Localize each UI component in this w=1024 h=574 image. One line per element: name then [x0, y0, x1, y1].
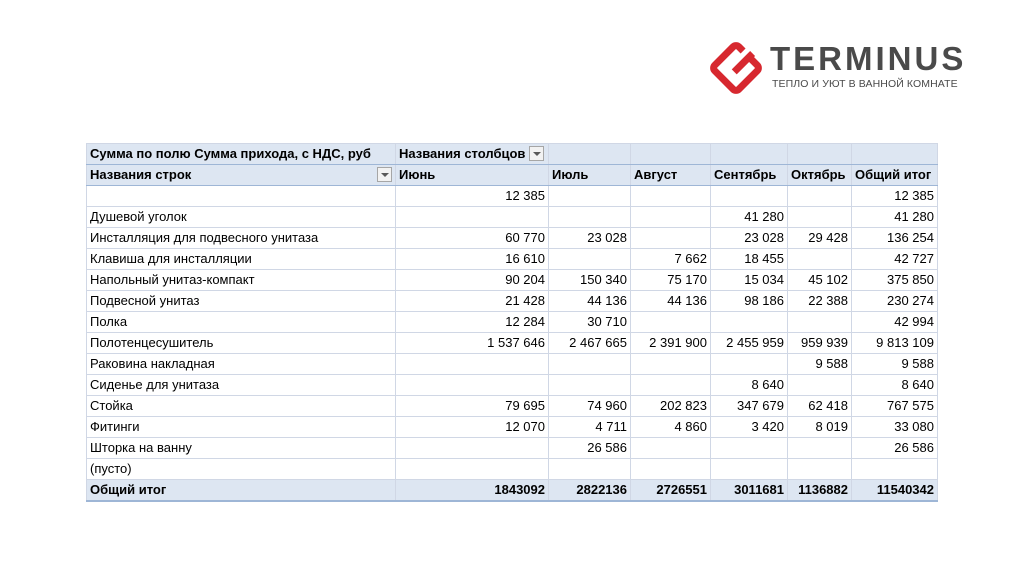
table-row	[87, 375, 938, 396]
value-cell: 12 284	[396, 312, 549, 333]
column-header: Общий итог	[852, 165, 938, 186]
value-cell	[711, 354, 788, 375]
value-cell: 18 455	[711, 249, 788, 270]
value-cell	[396, 354, 549, 375]
value-cell	[788, 186, 852, 207]
value-cell	[549, 186, 631, 207]
value-cell	[788, 249, 852, 270]
table-row	[87, 270, 938, 291]
value-cell: 26 586	[852, 438, 938, 459]
value-cell: 8 640	[711, 375, 788, 396]
grand-total-cell: 11540342	[852, 480, 938, 502]
value-cell: 23 028	[549, 228, 631, 249]
header-blank	[788, 144, 852, 165]
value-cell	[711, 312, 788, 333]
value-cell: 3 420	[711, 417, 788, 438]
table-row	[87, 207, 938, 228]
value-cell: 4 711	[549, 417, 631, 438]
table-row	[87, 228, 938, 249]
value-cell: 8 019	[788, 417, 852, 438]
value-cell: 44 136	[549, 291, 631, 312]
table-row	[87, 186, 938, 207]
table-row	[87, 417, 938, 438]
column-header: Июнь	[396, 165, 549, 186]
table-row	[87, 459, 938, 480]
pivot-body	[87, 186, 938, 480]
value-cell: 136 254	[852, 228, 938, 249]
value-cell	[549, 375, 631, 396]
row-label: (пусто)	[87, 459, 396, 480]
value-cell: 33 080	[852, 417, 938, 438]
terminus-logo-icon	[708, 40, 764, 96]
value-cell: 230 274	[852, 291, 938, 312]
value-cell	[396, 207, 549, 228]
value-cell: 9 813 109	[852, 333, 938, 354]
column-header: Июль	[549, 165, 631, 186]
row-label: Полка	[87, 312, 396, 333]
value-cell: 150 340	[549, 270, 631, 291]
value-cell	[788, 459, 852, 480]
value-cell: 767 575	[852, 396, 938, 417]
grand-total-cell: 2726551	[631, 480, 711, 502]
brand-name: TERMINUS	[770, 40, 967, 77]
column-header: Август	[631, 165, 711, 186]
value-cell: 15 034	[711, 270, 788, 291]
value-cell	[631, 186, 711, 207]
value-cell	[549, 249, 631, 270]
value-cell	[549, 207, 631, 228]
value-cell: 42 994	[852, 312, 938, 333]
value-cell	[711, 186, 788, 207]
value-cell	[631, 354, 711, 375]
table-row	[87, 312, 938, 333]
value-cell: 12 385	[396, 186, 549, 207]
header-blank	[631, 144, 711, 165]
value-cell	[788, 375, 852, 396]
value-cell: 62 418	[788, 396, 852, 417]
value-cell	[631, 459, 711, 480]
value-cell	[711, 438, 788, 459]
value-cell: 375 850	[852, 270, 938, 291]
table-row	[87, 438, 938, 459]
value-cell: 79 695	[396, 396, 549, 417]
value-cell	[549, 354, 631, 375]
value-cell: 22 388	[788, 291, 852, 312]
terminus-logo	[708, 40, 998, 100]
grand-total-label: Общий итог	[87, 480, 396, 502]
value-cell: 42 727	[852, 249, 938, 270]
grand-total-cell: 1843092	[396, 480, 549, 502]
header-blank	[852, 144, 938, 165]
value-cell: 98 186	[711, 291, 788, 312]
row-label: Шторка на ванну	[87, 438, 396, 459]
value-cell	[396, 375, 549, 396]
table-row	[87, 291, 938, 312]
grand-total-cell: 1136882	[788, 480, 852, 502]
value-cell: 16 610	[396, 249, 549, 270]
pivot-table	[86, 143, 938, 502]
row-label: Инсталляция для подвесного унитаза	[87, 228, 396, 249]
value-cell	[631, 207, 711, 228]
table-row	[87, 333, 938, 354]
table-row	[87, 396, 938, 417]
value-cell	[852, 459, 938, 480]
value-cell	[788, 312, 852, 333]
value-cell: 959 939	[788, 333, 852, 354]
value-cell: 41 280	[711, 207, 788, 228]
value-cell: 7 662	[631, 249, 711, 270]
value-cell: 9 588	[852, 354, 938, 375]
column-header: Сентябрь	[711, 165, 788, 186]
row-label: Полотенцесушитель	[87, 333, 396, 354]
value-cell	[631, 438, 711, 459]
value-cell	[549, 459, 631, 480]
row-label: Напольный унитаз-компакт	[87, 270, 396, 291]
table-row	[87, 249, 938, 270]
value-cell: 30 710	[549, 312, 631, 333]
value-cell: 90 204	[396, 270, 549, 291]
value-field-caption: Сумма по полю Сумма прихода, с НДС, руб	[87, 144, 396, 165]
grand-total-cell: 2822136	[549, 480, 631, 502]
row-label: Сиденье для унитаза	[87, 375, 396, 396]
value-cell: 29 428	[788, 228, 852, 249]
value-cell: 202 823	[631, 396, 711, 417]
row-label: Раковина накладная	[87, 354, 396, 375]
header-blank	[711, 144, 788, 165]
value-cell: 41 280	[852, 207, 938, 228]
value-cell: 26 586	[549, 438, 631, 459]
value-cell: 2 467 665	[549, 333, 631, 354]
column-header: Октябрь	[788, 165, 852, 186]
grand-total-row	[87, 480, 938, 502]
value-cell: 4 860	[631, 417, 711, 438]
value-cell: 21 428	[396, 291, 549, 312]
value-cell: 2 455 959	[711, 333, 788, 354]
value-cell: 2 391 900	[631, 333, 711, 354]
value-cell: 75 170	[631, 270, 711, 291]
value-cell: 8 640	[852, 375, 938, 396]
value-cell: 60 770	[396, 228, 549, 249]
columns-caption-cell[interactable]	[396, 144, 549, 165]
value-cell: 23 028	[711, 228, 788, 249]
brand-tagline: ТЕПЛО И УЮТ В ВАННОЙ КОМНАТЕ	[772, 78, 958, 90]
rows-caption-cell[interactable]	[87, 165, 396, 186]
value-cell	[788, 207, 852, 228]
value-cell: 12 070	[396, 417, 549, 438]
row-label: Клавиша для инсталляции	[87, 249, 396, 270]
columns-filter-dropdown-icon[interactable]	[529, 146, 544, 161]
row-label: Подвесной унитаз	[87, 291, 396, 312]
value-cell	[631, 375, 711, 396]
value-cell: 1 537 646	[396, 333, 549, 354]
header-blank	[549, 144, 631, 165]
value-cell	[396, 438, 549, 459]
value-cell	[788, 438, 852, 459]
value-cell	[396, 459, 549, 480]
value-cell: 9 588	[788, 354, 852, 375]
row-label	[87, 186, 396, 207]
rows-filter-dropdown-icon[interactable]	[377, 167, 392, 182]
rows-caption: Названия строк	[90, 167, 192, 182]
row-label: Фитинги	[87, 417, 396, 438]
value-cell: 12 385	[852, 186, 938, 207]
value-cell: 44 136	[631, 291, 711, 312]
value-cell	[631, 312, 711, 333]
value-cell: 74 960	[549, 396, 631, 417]
columns-caption: Названия столбцов	[399, 146, 526, 161]
row-label: Душевой уголок	[87, 207, 396, 228]
grand-total-cell: 3011681	[711, 480, 788, 502]
row-label: Стойка	[87, 396, 396, 417]
value-cell: 45 102	[788, 270, 852, 291]
pivot-header-row-1	[87, 144, 938, 165]
pivot-header-row-2	[87, 165, 938, 186]
table-row	[87, 354, 938, 375]
value-cell: 347 679	[711, 396, 788, 417]
value-cell	[631, 228, 711, 249]
value-cell	[711, 459, 788, 480]
